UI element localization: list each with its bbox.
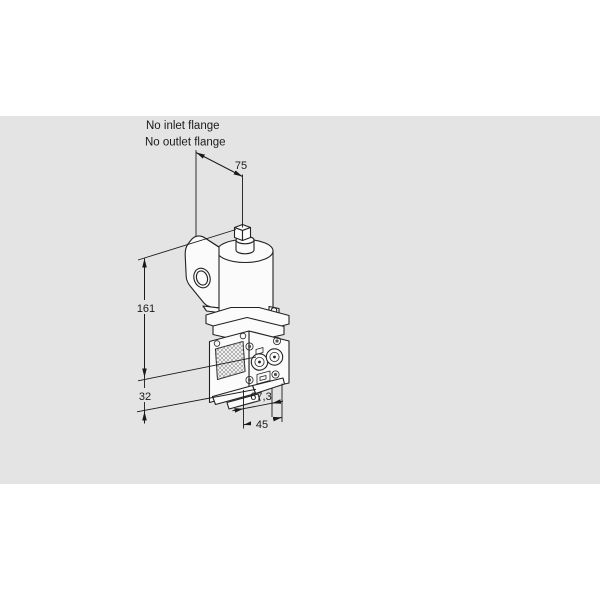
note-no-inlet-flange: No inlet flange [146, 120, 220, 132]
valve-figure [185, 225, 289, 410]
solenoid-coil [217, 225, 273, 319]
valve-body [210, 331, 290, 409]
mounting-bracket [185, 236, 219, 313]
flange-notes [145, 120, 226, 149]
dim-67-label: 67,3 [250, 391, 272, 403]
dimension-75 [196, 150, 247, 237]
note-no-outlet-flange: No outlet flange [145, 136, 226, 149]
dim-32-label: 32 [138, 391, 152, 403]
dim-45-label: 45 [255, 419, 269, 431]
dim-75-label: 75 [234, 160, 248, 172]
dim-161-label: 161 [136, 303, 156, 315]
